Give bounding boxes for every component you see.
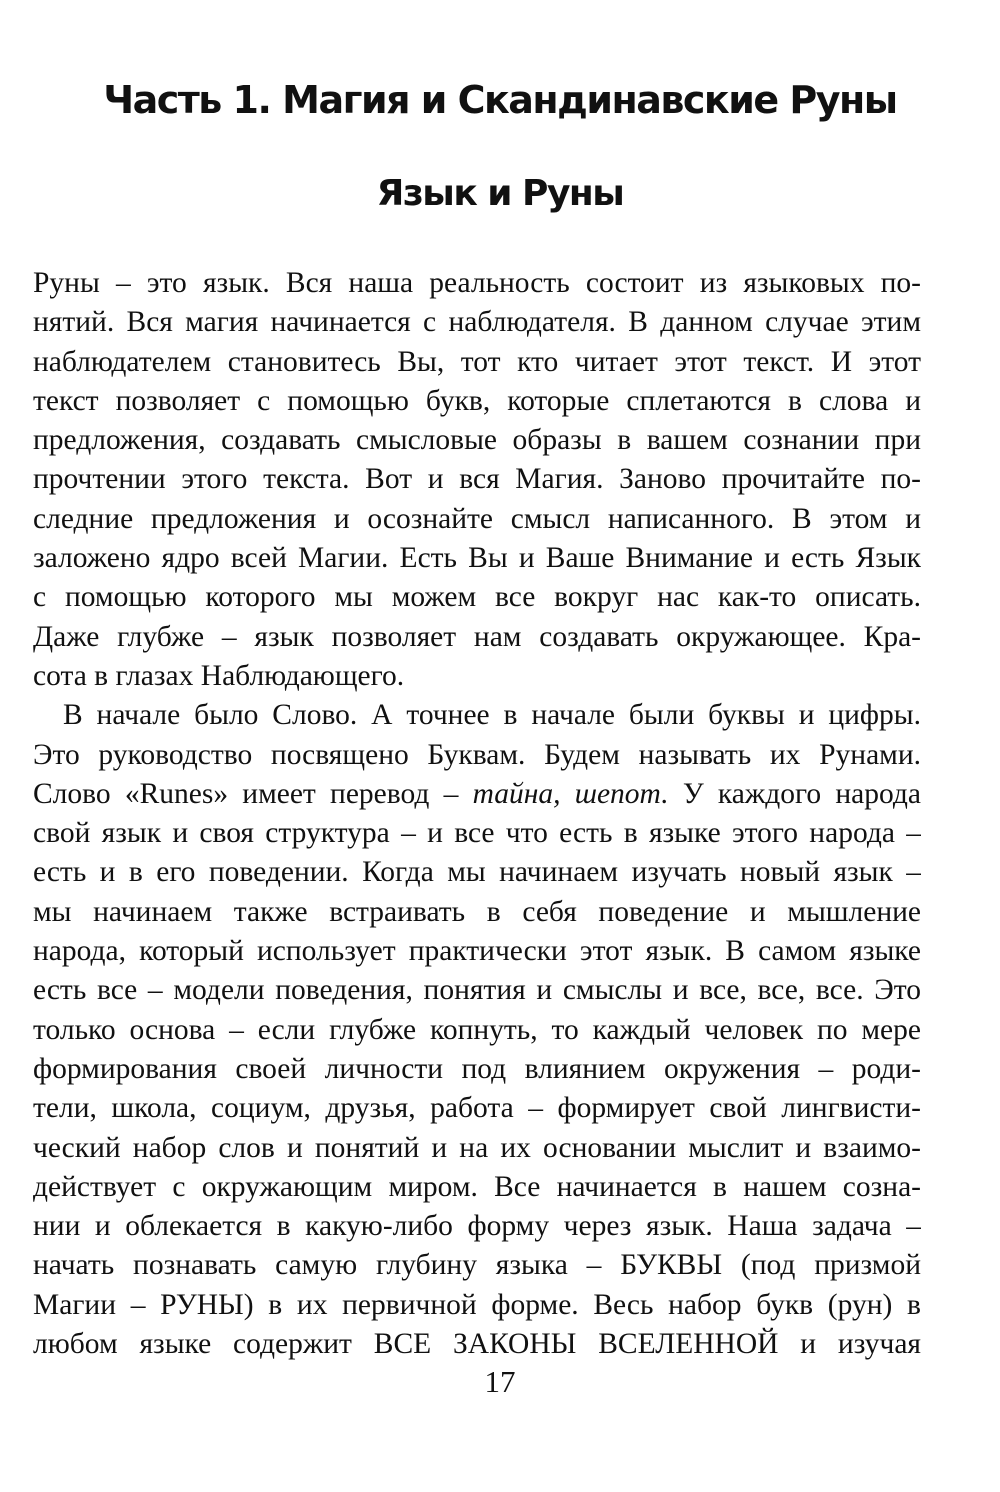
text-line: действует с окружающим миром. Все начинается в нашем созна- <box>33 1170 921 1203</box>
text-line: Это руководство посвящено Буквам. Будем называть их Рунами. <box>33 738 921 771</box>
text-line: наблюдателем становитесь Вы, тот кто читает этот текст. И этот <box>33 345 921 378</box>
paragraph-1 <box>33 264 921 696</box>
text-line: с помощью которого мы можем все вокруг нас как-то описать. <box>33 581 921 614</box>
text-line: нятий. Вся магия начинается с наблюдателя. В данном случае этим <box>33 306 921 339</box>
text-line: есть и в его поведении. Когда мы начинаем изучать новый язык – <box>33 856 921 889</box>
text-line-with-italic <box>33 775 921 814</box>
text-line: свой язык и своя структура – и все что есть в языке этого народа – <box>33 817 921 850</box>
text-line: Магии – РУНЫ) в их первичной форме. Весь набор букв (рун) в <box>33 1288 921 1321</box>
text-segment: Слово «Runes» имеет перевод – <box>33 777 473 810</box>
text-line: начать познавать самую глубину языка – БУКВЫ (под призмой <box>33 1249 921 1282</box>
paragraph-2 <box>33 696 921 1364</box>
body-text <box>33 264 921 1364</box>
text-line: сота в глазах Наблюдающего. <box>33 659 405 692</box>
page-number: 17 <box>484 1364 516 1399</box>
text-line: предложения, создавать смысловые образы в вашем сознании при <box>33 424 921 457</box>
text-line: формирования своей личности под влиянием окружения – роди- <box>33 1052 921 1085</box>
text-line: Руны – это язык. Вся наша реальность состоит из языковых по- <box>33 267 921 299</box>
text-line: прочтении этого текста. Вот и вся Магия. Заново прочитайте по- <box>33 463 921 496</box>
text-line: народа, который использует практически этот язык. В самом языке <box>33 935 921 968</box>
text-line: следние предложения и осознайте смысл написанного. В этом и <box>33 502 921 535</box>
text-segment: У каждого народа <box>668 777 921 810</box>
text-line: заложено ядро всей Магии. Есть Вы и Ваше Внимание и есть Язык <box>33 542 921 575</box>
text-line: тели, школа, социум, друзья, работа – формирует свой лингвисти- <box>33 1092 921 1125</box>
text-line: текст позволяет с помощью букв, которые сплетаются в слова и <box>33 384 921 417</box>
italic-translation: тайна, шепот. <box>472 777 669 810</box>
text-line: любом языке содержит ВСЕ ЗАКОНЫ ВСЕЛЕННОЙ и изучая <box>33 1328 921 1361</box>
part-title: Часть 1. Магия и Скандинавские Руны <box>103 78 897 122</box>
text-line: нии и облекается в какую-либо форму через язык. Наша задача – <box>33 1210 921 1243</box>
text-line: только основа – если глубже копнуть, то каждый человек по мере <box>33 1013 921 1046</box>
text-line: есть все – модели поведения, понятия и смыслы и все, все, все. Это <box>33 974 921 1007</box>
text-line: мы начинаем также встраивать в себя поведение и мышление <box>33 895 921 928</box>
chapter-title: Язык и Руны <box>376 173 624 214</box>
text-line: В начале было Слово. А точнее в начале были буквы и цифры. <box>63 699 921 732</box>
text-line: Даже глубже – язык позволяет нам создавать окружающее. Кра- <box>33 620 921 653</box>
text-line: ческий набор слов и понятий и на их основании мыслит и взаимо- <box>33 1131 921 1164</box>
